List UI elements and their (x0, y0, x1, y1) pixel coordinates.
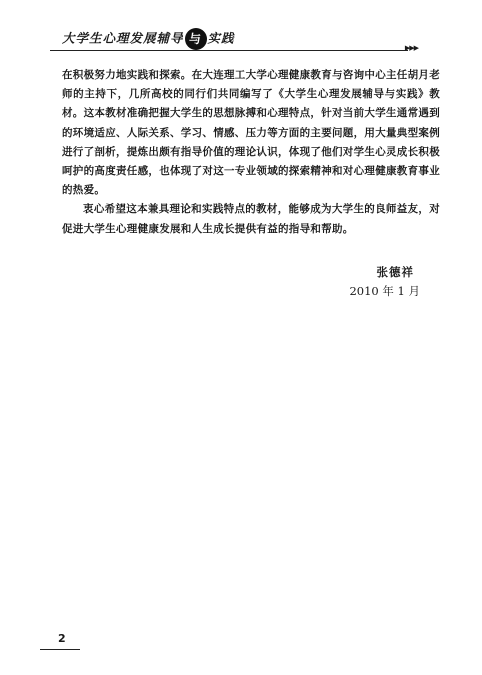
paragraph-closing: 衷心希望这本兼具理论和实践特点的教材，能够成为大学生的良师益友，对促进大学生心理健康发展和人生成长提供有益的指导和帮助。 (62, 203, 440, 235)
header-title-end: 实践 (207, 30, 235, 46)
signature-block (349, 263, 420, 301)
paragraph-continued: 在积极努力地实践和探索。在大连理工大学心理健康教育与咨询中心主任胡月老师的主持下，几所高校的同行们共同编写了《大学生心理发展辅导与实践》教材。这本教材准确把握大学生的思想脉搏和心理特点，针对当前大学生通常遇到的环境适应、人际关系、学习、情感、压力等方面的主要问题，用大量典型案例进行了剖析，提炼出颇有指导价值的理论认识，体现了他们对学生心灵成长积极呵护的高度责任感，也体现了对这一专业领域的探索精神和对心理健康教育事业的热爱。 (62, 69, 440, 197)
author-name: 张德祥 (376, 265, 414, 279)
page-number: 2 (58, 632, 66, 645)
header-badge-icon: 与 (185, 28, 207, 50)
signature-date: 2010 年 1 月 (349, 284, 420, 298)
header-title-main: 大学生心理发展辅导 (62, 30, 184, 46)
header-arrows-icon: ▶▶▶ (404, 44, 418, 52)
body-text (62, 66, 440, 239)
footer-rule (40, 649, 80, 650)
header-rule (50, 50, 408, 51)
header-title (62, 28, 235, 50)
running-header (50, 26, 450, 54)
